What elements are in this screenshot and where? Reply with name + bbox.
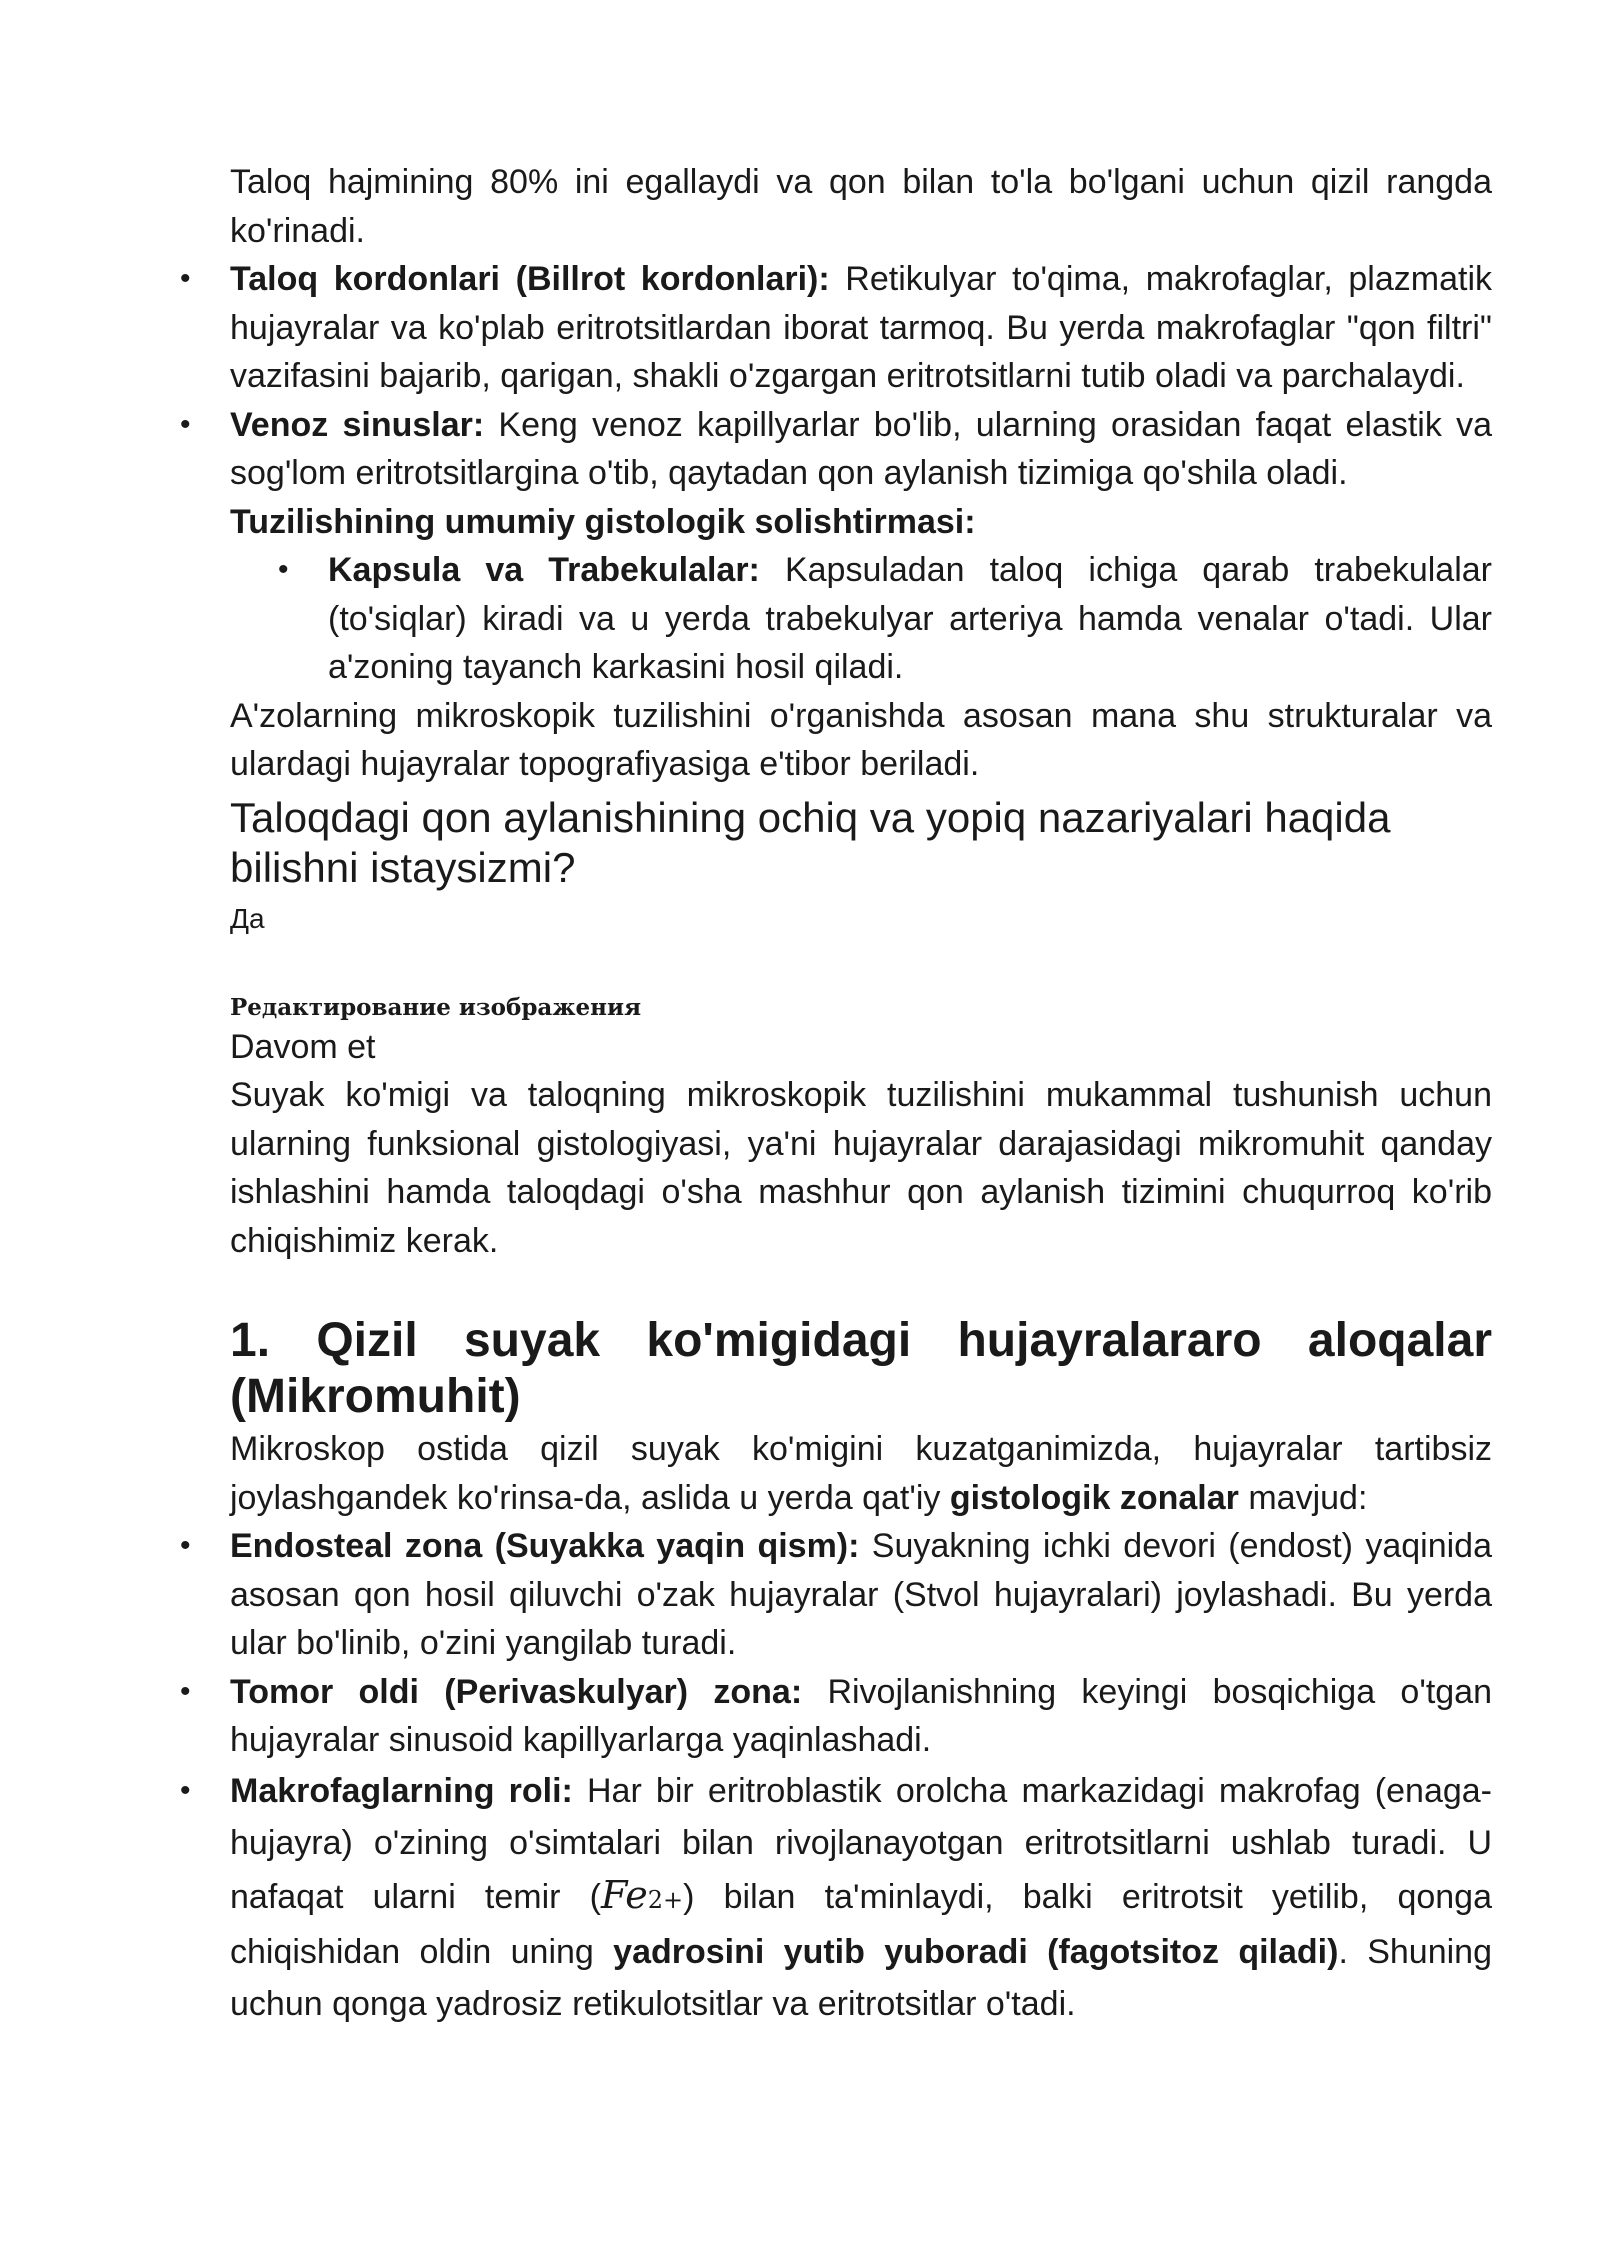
comparison-list — [278, 546, 1492, 692]
iron-charge: 2+ — [647, 1885, 684, 1914]
list-item-title: Makrofaglarning roli: — [230, 1771, 573, 1810]
list-item — [180, 255, 1493, 401]
paragraph-topography: A'zolarning mikroskopik tuzilishini o'rganishda asosan mana shu strukturalar va ulardagi hujayralar topografiyasiga e'tibor beriladi. — [230, 696, 1492, 783]
continue-text: Davom et — [230, 1027, 376, 1066]
paragraph-microscope — [230, 1425, 1492, 1522]
document-page — [180, 158, 1493, 2030]
list-item — [180, 1522, 1492, 1668]
list-item-title: Tomor oldi (Perivaskulyar) zona: — [230, 1672, 803, 1711]
list-item-bold: yadrosini yutib yuboradi (fagotsitoz qiladi) — [613, 1932, 1339, 1971]
image-edit-label: Редактирование изображения — [230, 993, 642, 1021]
list-item — [278, 546, 1492, 692]
list-item-title: Kapsula va Trabekulalar: — [328, 551, 760, 589]
bullet-icon: • — [180, 262, 191, 295]
section-subheading: Tuzilishining umumiy gistologik solishtirmasi: — [230, 502, 976, 541]
paragraph-text: Mikroskop ostida qizil suyak ko'migini kuzatganimizda, hujayralar tartibsiz joylashgandek ko'rinsa-da, aslida u yerda qat'iy — [230, 1430, 1492, 1517]
list-item-text: Har bir eritroblastik orolcha markazidagi makrofag (enaga-hujayra) o'zining o'simtalari bilan rivojlanayotgan eritrotsitlarni ushlab turadi. U nafaqat ularni temir ( — [230, 1771, 1492, 1916]
bullet-icon: • — [180, 407, 191, 441]
bullet-icon: • — [278, 553, 289, 586]
list-item-text: Kapsuladan taloq ichiga qarab trabekulalar (to'siqlar) kiradi va u yerda trabekulyar arteriya hamda venalar o'tadi. Ular a'zoning tayanch karkasini hosil qiladi. — [328, 551, 1492, 686]
list-item-text: Rivojlanishning keyingi bosqichiga o'tgan hujayralar sinusoid kapillyarlarga yaqinlashadi. — [230, 1672, 1493, 1759]
list-item-text: . Shuning uchun qonga yadrosiz retikulotsitlar va eritrotsitlar o'tadi. — [230, 1932, 1492, 2023]
answer-text: Да — [230, 902, 265, 934]
list-item-title: Endosteal zona (Suyakka yaqin qism): — [230, 1527, 860, 1565]
section-heading: 1. Qizil suyak ko'migidagi hujayralararo aloqalar (Mikromuhit) — [230, 1314, 1492, 1423]
paragraph-intro: Suyak ko'migi va taloqning mikroskopik tuzilishini mukammal tushunish uchun ularning funksional gistologiyasi, ya'ni hujayralar darajasidagi mikromuhit qanday ishlashini hamda taloqdagi o'sha mashhur qon aylanish tizimini chuqurroq ko'rib chiqishimiz kerak. — [230, 1076, 1492, 1260]
bullet-icon: • — [180, 1773, 191, 1807]
follow-up-question: Taloqdagi qon aylanishining ochiq va yopiq nazariyalari haqida bilishni istaysizmi? — [230, 793, 1391, 891]
list-item-text: Keng venoz kapillyarlar bo'lib, ularning orasidan faqat elastik va sog'lom eritrotsitlargina o'tib, qaytadan qon aylanish tizimiga qo'shila oladi. — [230, 405, 1493, 492]
list-item — [180, 1668, 1493, 1765]
iron-formula: Fe — [600, 1872, 648, 1917]
paragraph-spleen-red-pulp: Taloq hajmining 80% ini egallaydi va qon bilan to'la bo'lgani uchun qizil rangda ko'rinadi. — [230, 163, 1492, 250]
list-item-text: Suyakning ichki devori (endost) yaqinida asosan qon hosil qiluvchi o'zak hujayralar (Stvol hujayralari) joylashadi. Bu yerda ular bo'linib, o'zini yangilab turadi. — [230, 1527, 1492, 1662]
bullet-icon: • — [180, 1529, 191, 1562]
list-item-title: Venoz sinuslar: — [230, 405, 485, 444]
zones-list — [180, 1522, 1493, 2030]
paragraph-bold: gistologik zonalar — [949, 1478, 1239, 1517]
list-item-title: Taloq kordonlari (Billrot kordonlari): — [230, 260, 830, 298]
red-pulp-list — [180, 255, 1493, 498]
list-item — [180, 401, 1493, 498]
list-item — [180, 1765, 1492, 2030]
paragraph-text: mavjud: — [1238, 1478, 1368, 1517]
list-item-text: Retikulyar to'qima, makrofaglar, plazmatik hujayralar va ko'plab eritrotsitlardan iborat tarmoq. Bu yerda makrofaglar "qon filtri" vazifasini bajarib, qarigan, shakli o'zgargan eritrotsitlarni tutib oladi va parchalaydi. — [230, 260, 1493, 395]
bullet-icon: • — [180, 1674, 191, 1708]
list-item-text: ) bilan ta'minlaydi, balki eritrotsit yetilib, qonga chiqishidan oldin uning — [230, 1877, 1492, 1971]
